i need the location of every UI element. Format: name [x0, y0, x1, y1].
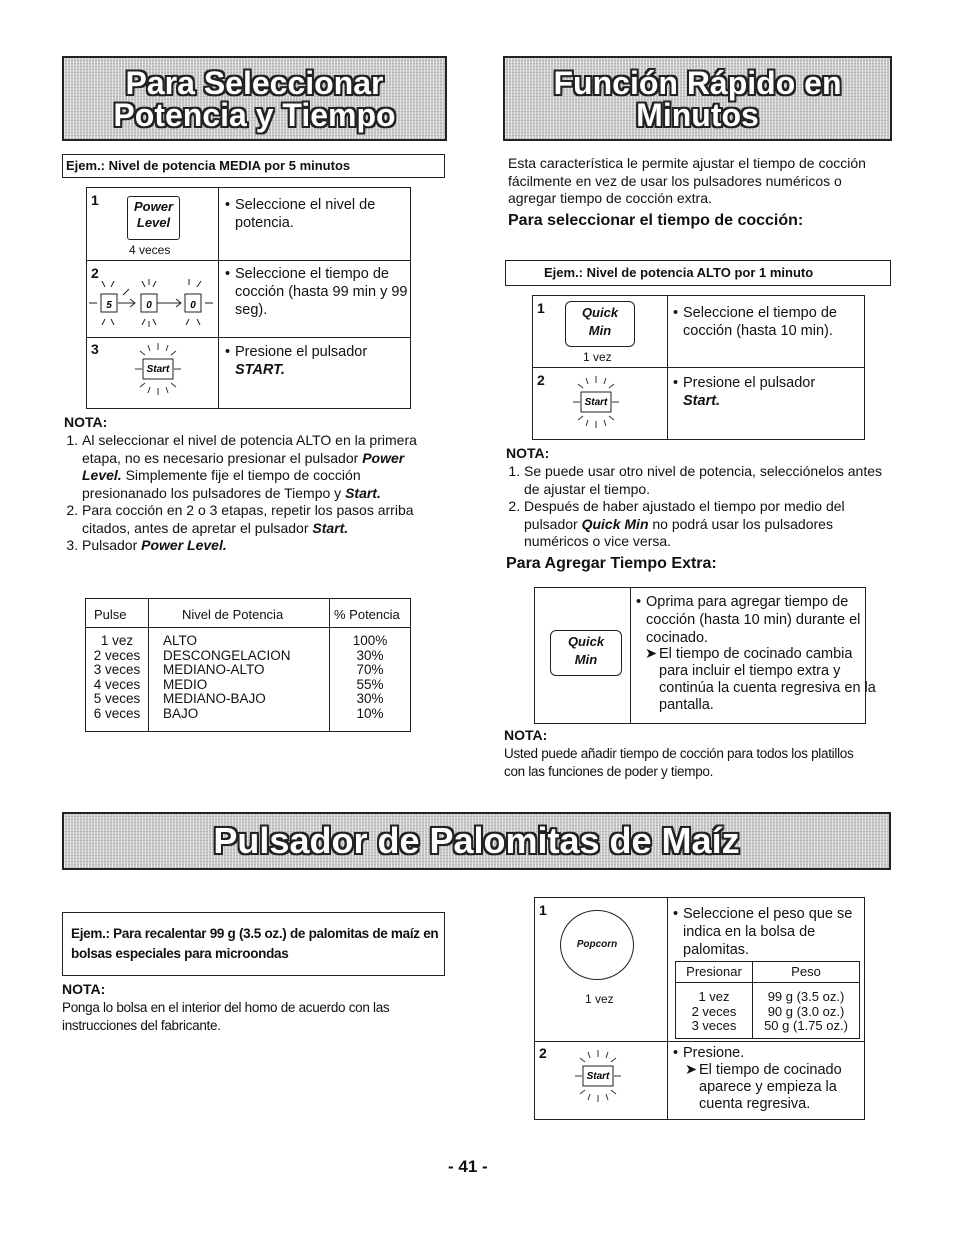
banner-title: Pulsador de Palomitas de Maíz	[213, 820, 740, 861]
step-row	[86, 261, 411, 338]
table-cell: DESCONGELACION	[163, 647, 291, 663]
table-header: Nivel de Potencia	[182, 607, 284, 622]
start-key-label: Start	[146, 364, 170, 375]
table-cell: 1 vez	[698, 989, 730, 1004]
table-cell: 55%	[356, 676, 384, 692]
table-cell: 99 g (3.5 oz.)	[767, 989, 845, 1004]
table-cell: 2 veces	[691, 1003, 737, 1019]
example-box	[62, 912, 445, 976]
key-label-line2: Min	[574, 652, 598, 667]
table-cell: ALTO	[163, 633, 198, 648]
table-header: Presionar	[686, 964, 742, 979]
step-emph: Start.	[683, 393, 721, 409]
key-label-line2: Level	[136, 215, 171, 230]
table-cell: 5 veces	[93, 691, 141, 706]
step-number: 1	[539, 902, 547, 918]
key-label-line1: Quick	[581, 305, 619, 320]
popcorn-key	[560, 910, 634, 980]
step-result: ➤ El tiempo de cocinado aparece y empieza la cuenta regresiva.	[685, 1062, 842, 1112]
digit-0: 0	[146, 300, 152, 311]
steps-table	[532, 295, 865, 440]
table-cell: 70%	[356, 662, 384, 677]
table-cell: 2 veces	[93, 647, 141, 663]
step-instruction: • Seleccione el peso que se indica en la bolsa de palomitas.	[669, 905, 873, 959]
step-row	[86, 187, 411, 261]
step-number: 1	[91, 192, 99, 208]
table-cell: 1 vez	[100, 633, 134, 648]
subheading-cook-time: Para seleccionar el tiempo de cocción:	[508, 212, 804, 229]
step-instruction: • Seleccione el tiempo de cocción (hasta 99 min y 99 seg).	[221, 265, 415, 319]
table-cell: 100%	[352, 633, 388, 648]
table-cell: MEDIO	[163, 676, 208, 692]
press-count: 1 vez	[585, 992, 614, 1006]
table-cell: 4 veces	[93, 676, 141, 692]
note-item: 2. Para cocción en 2 o 3 etapas, repetir los pasos arriba citados, antes de apretar el pulsador Start.	[82, 502, 444, 537]
key-label-line1: Power	[133, 199, 173, 214]
nota-label: NOTA:	[504, 727, 548, 743]
note-item: 1. Se puede usar otro nivel de potencia, selecciónelos antes de ajustar el tiempo.	[524, 463, 890, 498]
quick-min-key	[565, 301, 635, 347]
table-cell: 30%	[356, 691, 384, 706]
step-instruction: • Seleccione el tiempo de cocción (hasta 10 min).	[669, 304, 873, 340]
key-label-line2: Min	[588, 323, 612, 338]
table-cell: MEDIANO-BAJO	[163, 691, 266, 706]
step-number: 2	[91, 265, 99, 281]
step-emph: START.	[235, 362, 285, 378]
step-instruction: • Seleccione el nivel de potencia.	[221, 196, 415, 232]
table-cell: 3 veces	[691, 1018, 737, 1033]
power-level-table	[85, 598, 411, 732]
start-key-burst	[561, 374, 631, 434]
popcorn-steps-table	[534, 897, 865, 1120]
start-key-burst	[123, 341, 193, 401]
table-cell: BAJO	[163, 705, 199, 721]
table-header: % Potencia	[334, 607, 400, 622]
table-cell: MEDIANO-ALTO	[163, 662, 265, 677]
banner-title-line1: Para Seleccionar	[125, 64, 384, 101]
extra-time-box	[534, 587, 876, 724]
example-text: Para recalentar 99 g (3.5 oz.) de palomitas de maíz en bolsas especiales para microondas	[71, 926, 439, 961]
banner-title-line2: Potencia y Tiempo	[113, 96, 396, 133]
banner-power-time	[62, 56, 447, 141]
start-key-label: Start	[586, 1071, 610, 1082]
nota-text: Usted puede añadir tiempo de cocción para todos los platillos con las funciones de poder y tiempo.	[504, 746, 854, 779]
steps-table	[86, 187, 411, 410]
digit-0: 0	[190, 300, 196, 311]
quick-min-key	[550, 630, 622, 676]
weight-table	[675, 961, 860, 1039]
banner-title-line1: Función Rápido en	[553, 64, 842, 101]
table-header: Pulse	[94, 607, 127, 622]
note-item: 1. Al seleccionar el nivel de potencia ALTO en la primera etapa, no es necesario presionar el pulsador Power Level. Simplemente fije el tiempo de cocción presionanado los pulsadores de Tiempo y Start.	[82, 432, 444, 502]
example-box	[505, 260, 891, 286]
press-count: 4 veces	[129, 243, 171, 257]
banner-title-line2: Minutos	[636, 96, 759, 133]
extra-result: ➤ El tiempo de cocinado cambia para incluir el tiempo extra y continúa la cuenta regresiva en la pantalla.	[645, 646, 876, 713]
example-box	[62, 154, 445, 178]
example-text: Ejem.: Nivel de potencia MEDIA por 5 minutos	[66, 158, 351, 173]
time-display-diagram	[87, 277, 217, 327]
banner-quick-min	[503, 56, 892, 141]
notes-list	[506, 463, 890, 551]
press-count: 1 vez	[583, 350, 612, 364]
example-prefix: Ejem.:	[71, 926, 114, 941]
table-cell: 10%	[356, 705, 384, 721]
step-row	[86, 337, 411, 409]
subheading-extra-time: Para Agregar Tiempo Extra:	[506, 555, 717, 572]
table-cell: 90 g (3.0 oz.)	[767, 1003, 845, 1019]
table-cell: 50 g (1.75 oz.)	[764, 1018, 848, 1033]
note-item: 2. Después de haber ajustado el tiempo por medio del pulsador Quick Min no podrá usar los pulsadores numéricos o vice versa.	[524, 498, 890, 551]
step-number: 1	[537, 300, 545, 316]
arrow-icon: ➤	[685, 1062, 698, 1078]
extra-instruction: • Oprima para agregar tiempo de cocción (hasta 10 min) durante el cocinado.	[632, 593, 874, 647]
digit-5: 5	[106, 300, 112, 311]
power-level-key	[127, 196, 180, 240]
step-instruction: • Presione el pulsador Start.	[669, 374, 873, 410]
nota-label: NOTA:	[64, 414, 108, 430]
nota-text: Ponga lo bolsa en el interior del homo de acuerdo con las instrucciones del fabricante.	[62, 1000, 390, 1033]
table-header: Peso	[791, 964, 821, 979]
page-number: - 41 -	[448, 1157, 488, 1176]
note-item: 3. Pulsador Power Level.	[82, 537, 444, 555]
banner-popcorn	[62, 812, 891, 870]
intro-text: Esta característica le permite ajustar el tiempo de cocción fácilmente en vez de usar los pulsadores numéricos o agregar tiempo de cocción extra.	[508, 155, 866, 206]
key-label-line1: Quick	[567, 634, 605, 649]
start-key-label: Start	[584, 397, 608, 408]
nota-label: NOTA:	[506, 445, 550, 461]
notes-list	[64, 432, 444, 555]
step-number: 2	[539, 1045, 547, 1061]
start-key-burst	[563, 1048, 633, 1108]
arrow-icon: ➤	[645, 646, 658, 662]
example-text: Ejem.: Nivel de potencia ALTO por 1 minuto	[544, 265, 814, 280]
step-instruction: • Presione el pulsador START.	[221, 343, 415, 379]
step-instruction: • Presione.	[669, 1044, 873, 1062]
table-cell: 3 veces	[93, 662, 141, 677]
step-number: 2	[537, 372, 545, 388]
table-cell: 30%	[356, 647, 384, 663]
key-label: Popcorn	[576, 939, 618, 950]
nota-label: NOTA:	[62, 981, 106, 997]
step-number: 3	[91, 341, 99, 357]
table-cell: 6 veces	[93, 705, 141, 721]
